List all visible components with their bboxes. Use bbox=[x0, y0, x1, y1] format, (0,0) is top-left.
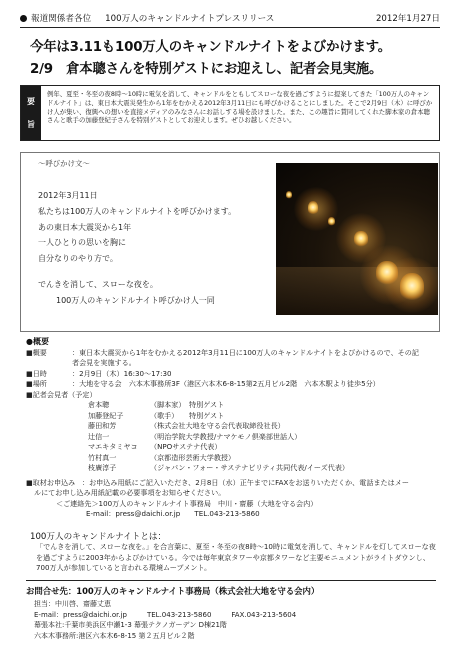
guest-role: （京都造形芸術大学教授） bbox=[150, 452, 236, 462]
gaiyo-text: ：東日本大震災から1年をむかえる2012年3月11日に100万人のキャンドルナイトをよびかけるので、その記 bbox=[72, 348, 419, 357]
place-text: ：大地を守る会 六本木事務所3F（港区六本木6-8-15第2五月ビル2階 六本木駅より徒歩5分） bbox=[72, 379, 380, 389]
date-text: ：2月9日（木）16:30〜17:30 bbox=[72, 368, 172, 378]
guest-row bbox=[26, 442, 442, 452]
call-line: 一人ひとりの思いを胸に bbox=[38, 238, 126, 248]
place-label: ■場所 bbox=[26, 379, 47, 389]
guest-role: （脚本家） 特別ゲスト bbox=[150, 400, 225, 410]
summary-text: 例年、夏至・冬至の夜8時〜10時に電気を消して、キャンドルをともしてスローな夜を過ごすように提案してきた「100万人のキャンドルナイト」は、東日本大震災発生から1年をむかえる2012年3月11日にも呼びかけることにしました。そこで2月9日（木）に呼びかけ人が集い、復興への想いを直接メディアのみなさんにお話しする場を設けました。また、この趣旨に賛同してくれた脚本家の倉本聰さんと歌手の加藤登紀子さんを特別ゲストとしてお迎えします。ぜひお越しください。 bbox=[47, 90, 433, 125]
guest-role: （歌手） 特別ゲスト bbox=[150, 410, 225, 420]
outline-row-date bbox=[26, 369, 442, 379]
about-text: 「でんきを消して、スローな夜を。」を合言葉に、夏至・冬至の夜8時〜10時に電気を消して、キャンドルを灯してスローな夜を過ごすように2003年からよびかけている。今では毎年東京タワーや京都タワーなど主要モニュメントがライトダウンし、700万人が参加していると言われる環境ムーブメント。 bbox=[36, 542, 436, 573]
outline-row-gaiyo bbox=[26, 348, 442, 358]
press-row bbox=[26, 478, 442, 488]
guest-name: 加藤登紀子 bbox=[88, 410, 124, 420]
header-line bbox=[20, 12, 440, 24]
summary-tag-bottom: 旨 bbox=[27, 120, 35, 129]
about-title: 100万人のキャンドルナイトとは： bbox=[30, 532, 167, 542]
candle-icon bbox=[286, 191, 292, 199]
guest-role: （株式会社大地を守る会代表取締役社長） bbox=[150, 421, 285, 431]
gaiyo-label: ■概要 bbox=[26, 348, 47, 357]
call-signature: 100万人のキャンドルナイト呼びかけ人一同 bbox=[56, 295, 215, 305]
candle-photo bbox=[276, 163, 438, 315]
call-title: 〜呼びかけ文〜 bbox=[38, 159, 90, 168]
guest-name: 竹村真一 bbox=[88, 452, 117, 462]
guest-name: 枝廣淳子 bbox=[88, 463, 117, 473]
press-signup bbox=[26, 478, 442, 520]
guest-row bbox=[26, 400, 442, 410]
header-divider bbox=[20, 27, 440, 28]
summary-tag bbox=[21, 86, 41, 140]
candle-icon bbox=[308, 201, 318, 215]
summary-tag-top: 要 bbox=[27, 97, 35, 106]
contact-tel: TEL.043-213-5860 bbox=[146, 610, 212, 619]
guest-name: 倉本聰 bbox=[88, 400, 110, 410]
call-spacer bbox=[38, 267, 236, 277]
press-contact: ＜ご連絡先＞100万人のキャンドルナイト事務局 中川・齋藤（大地を守る会内） bbox=[56, 498, 318, 508]
outline-section bbox=[26, 348, 442, 520]
press-label: ■取材お申込み bbox=[26, 477, 76, 487]
guest-name: マエキタミヤコ bbox=[88, 442, 138, 452]
contact-email[interactable]: E-mail：press@daichi.or.jp bbox=[34, 610, 127, 619]
candle-icon bbox=[354, 231, 368, 247]
contact-title: お問合せ先：100万人のキャンドルナイト事務局（株式会社大地を守る会内） bbox=[26, 586, 320, 596]
header-left bbox=[20, 12, 274, 24]
call-line: でんきを消して、スローな夜を。 bbox=[38, 280, 158, 290]
contact-fax: FAX.043-213-5604 bbox=[231, 610, 297, 619]
call-line: 私たちは100万人のキャンドルナイトを呼びかけます。 bbox=[38, 206, 237, 216]
guest-row bbox=[26, 421, 442, 431]
guest-role: （明治学院大学教授/ナマケモノ倶楽部世話人） bbox=[150, 431, 302, 441]
call-line: 2012年3月11日 bbox=[38, 191, 98, 200]
press-email[interactable]: E-mail：press@daichi.or.jp TEL.043-213-5860 bbox=[86, 509, 260, 519]
guest-row bbox=[26, 411, 442, 421]
headline-1: 今年は3.11も100万人のキャンドルナイトをよびかけます。 bbox=[30, 40, 391, 55]
contact-section bbox=[26, 580, 436, 641]
press-text: ：お申込み用紙にご記入いただき、2月8日（水）正午までにFAXをお送りいただくか、電話またはメー bbox=[82, 477, 409, 487]
gaiyo-text-cont: 者会見を実施する。 bbox=[72, 358, 136, 368]
contact-lines bbox=[26, 599, 436, 641]
outline-row-place bbox=[26, 379, 442, 389]
guest-role: （NPOサステナ代表） bbox=[150, 442, 222, 452]
guest-row bbox=[26, 463, 442, 473]
candle-icon bbox=[400, 273, 424, 301]
contact-phone-row bbox=[34, 610, 436, 621]
guest-name: 辻信一 bbox=[88, 431, 110, 441]
call-line: 自分なりのやり方で。 bbox=[38, 254, 118, 264]
date-label: ■日時 bbox=[26, 368, 47, 378]
bullet-icon bbox=[20, 15, 27, 22]
guest-row bbox=[26, 453, 442, 463]
call-text bbox=[38, 188, 236, 309]
headline-2: 2/9 倉本聰さんを特別ゲストにお迎えし、記者会見実施。 bbox=[30, 62, 383, 77]
outline-heading: ●概要 bbox=[26, 337, 49, 346]
contact-staff: 担当：中川啓、齋藤丈恵 bbox=[34, 600, 111, 608]
header-date: 2012年1月27日 bbox=[375, 14, 440, 24]
call-line: あの東日本大震災から1年 bbox=[38, 222, 132, 232]
guest-row bbox=[26, 432, 442, 442]
press-text-cont: ルにてお申し込み用紙記載の必要事項をお知らせください。 bbox=[34, 488, 226, 498]
header-to: 報道関係者各位 bbox=[31, 14, 92, 24]
header-title: 100万人のキャンドルナイトプレスリリース bbox=[105, 14, 275, 24]
contact-hq: 幕張本社:千葉市美浜区中瀬1-3 幕張テクノガーデン D棟21階 bbox=[34, 621, 227, 629]
guest-name: 藤田和芳 bbox=[88, 421, 117, 431]
attend-label: ■記者会見者（予定） bbox=[26, 389, 97, 399]
contact-roppongi: 六本木事務所:港区六本木6-8-15 第２五月ビル２階 bbox=[34, 631, 195, 640]
summary-box bbox=[20, 85, 440, 141]
candle-icon bbox=[328, 217, 335, 226]
guest-role: （ジャパン・フォー・サステナビリティ共同代表/イーズ代表） bbox=[150, 463, 350, 473]
